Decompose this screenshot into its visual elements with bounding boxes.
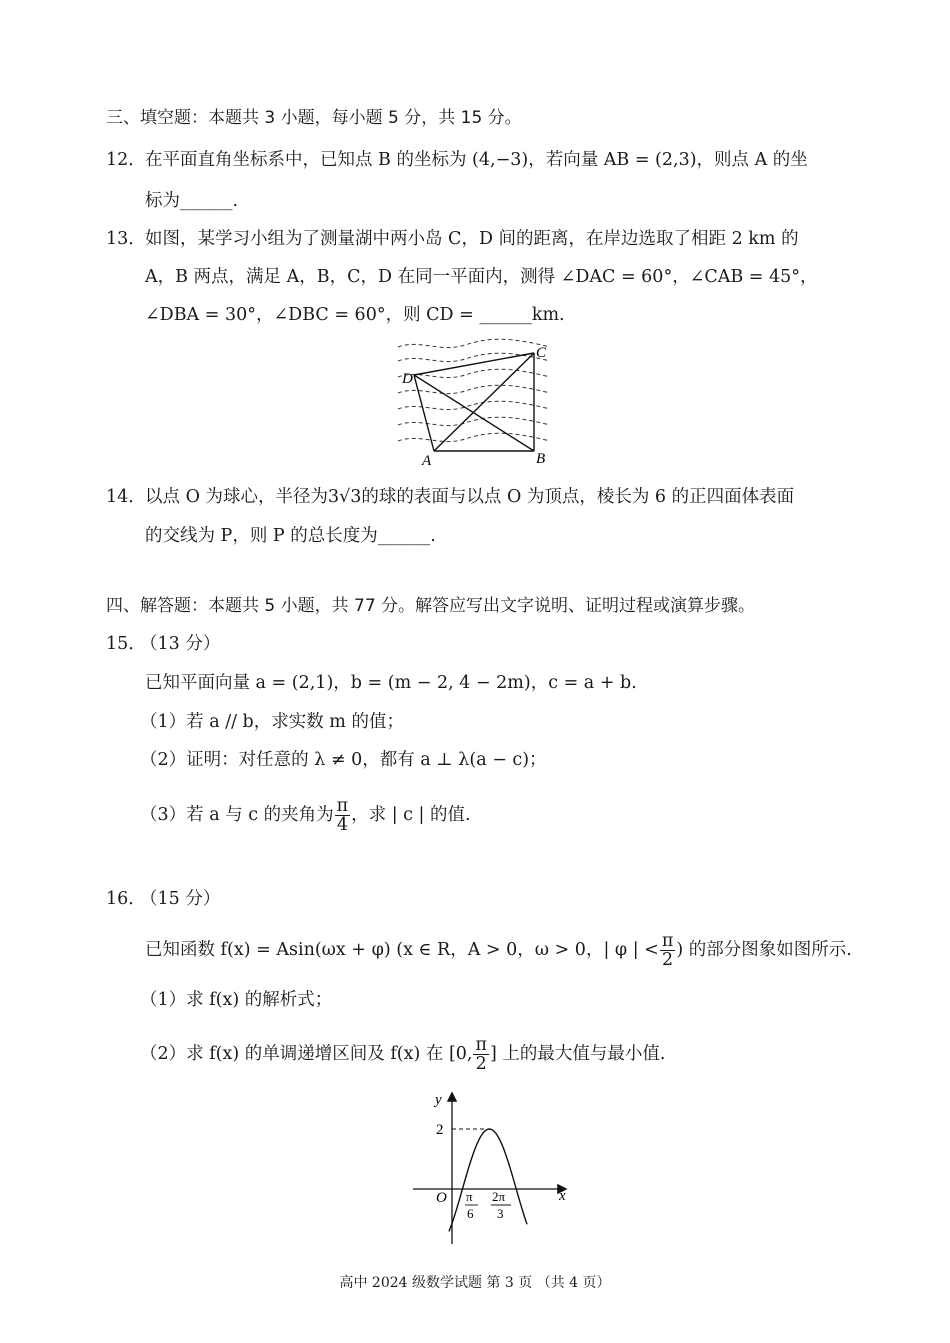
origin-label: O xyxy=(436,1190,447,1206)
q12-line-2: 标为______. xyxy=(145,191,239,211)
q15-part-1: （1）若 a // b，求实数 m 的值； xyxy=(140,712,404,732)
frac-numerator: π xyxy=(661,931,674,951)
q16-points: （15 分） xyxy=(140,889,221,909)
label-d: D xyxy=(402,371,413,387)
frac-numerator: π xyxy=(336,796,349,816)
x-tick-2-numerator: 2π xyxy=(492,1189,506,1204)
q14-number: 14． xyxy=(106,487,146,507)
x-tick-1-denominator: 6 xyxy=(467,1206,474,1221)
frac-denominator: 2 xyxy=(662,950,674,970)
q16-stem-text-a: 已知函数 f(x) = Asin(ωx + φ) (x ∈ R，A > 0，ω > 0，| φ | < xyxy=(145,940,659,960)
q12-number: 12． xyxy=(106,150,146,170)
y-axis-label: y xyxy=(435,1092,442,1108)
frac-denominator: 2 xyxy=(475,1054,487,1074)
page-footer: 高中 2024 级数学试题 第 3 页 （共 4 页） xyxy=(339,1275,611,1291)
q12-line-1: 在平面直角坐标系中，已知点 B 的坐标为 (4,−3)，若向量 AB = (2,3)，则点 A 的坐 xyxy=(145,150,808,170)
label-a: A xyxy=(422,453,432,469)
label-b: B xyxy=(536,451,546,467)
q13-number: 13． xyxy=(106,229,146,249)
q16-interval-pi-over-2 xyxy=(473,1036,489,1073)
q15-stem: 已知平面向量 a = (2,1)，b = (m − 2, 4 − 2m)，c = a + b. xyxy=(145,673,637,693)
sine-curve xyxy=(449,1129,527,1231)
q15-points: （13 分） xyxy=(140,634,221,654)
q14-line-1: 以点 O 为球心，半径为3√3的球的表面与以点 O 为顶点，棱长为 6 的正四面体表面 xyxy=(145,487,795,507)
section-4-heading: 四、解答题：本题共 5 小题，共 77 分。解答应写出文字说明、证明过程或演算步骤。 xyxy=(106,596,756,616)
q16-stem-text-b: ) 的部分图象如图所示. xyxy=(676,940,852,960)
q13-line-1: 如图，某学习小组为了测量湖中两小岛 C，D 间的距离，在岸边选取了相距 2 km 的 xyxy=(145,229,799,249)
y-tick-2: 2 xyxy=(436,1122,444,1138)
q14-line-2: 的交线为 P，则 P 的总长度为______. xyxy=(145,526,436,546)
x-axis-label: x xyxy=(559,1188,566,1204)
q15-part-3-text-a: （3）若 a 与 c 的夹角为 xyxy=(140,805,334,825)
section-3-heading: 三、填空题：本题共 3 小题，每小题 5 分，共 15 分。 xyxy=(106,108,522,128)
q16-sine-graph xyxy=(405,1088,575,1248)
q13-line-2: A，B 两点，满足 A，B，C，D 在同一平面内，测得 ∠DAC = 60°，∠CAB = 45°， xyxy=(145,267,818,287)
q16-part-2 xyxy=(140,1036,665,1073)
label-c: C xyxy=(536,345,547,361)
frac-denominator: 4 xyxy=(336,815,348,835)
x-tick-2-denominator: 3 xyxy=(497,1206,504,1221)
frac-numerator: π xyxy=(475,1035,487,1055)
q16-part-1: （1）求 f(x) 的解析式； xyxy=(140,990,333,1010)
q13-line-3: ∠DBA = 30°，∠DBC = 60°，则 CD = ______km. xyxy=(145,305,565,325)
q16-part-2-text-b: ] 上的最大值与最小值. xyxy=(490,1044,666,1064)
q15-pi-over-4 xyxy=(335,797,351,834)
q16-pi-over-2 xyxy=(660,932,676,969)
q16-number: 16． xyxy=(106,889,146,909)
q15-part-3-text-b: ，求 | c | 的值. xyxy=(351,805,471,825)
q15-part-3 xyxy=(140,797,471,834)
q13-lake-figure xyxy=(390,335,560,470)
q16-stem xyxy=(145,932,852,969)
q15-part-2: （2）证明：对任意的 λ ≠ 0，都有 a ⊥ λ(a − c)； xyxy=(140,750,547,770)
q16-part-2-text-a: （2）求 f(x) 的单调递增区间及 f(x) 在 [0, xyxy=(140,1044,473,1064)
q15-number: 15． xyxy=(106,634,146,654)
x-tick-1-numerator: π xyxy=(466,1189,473,1204)
